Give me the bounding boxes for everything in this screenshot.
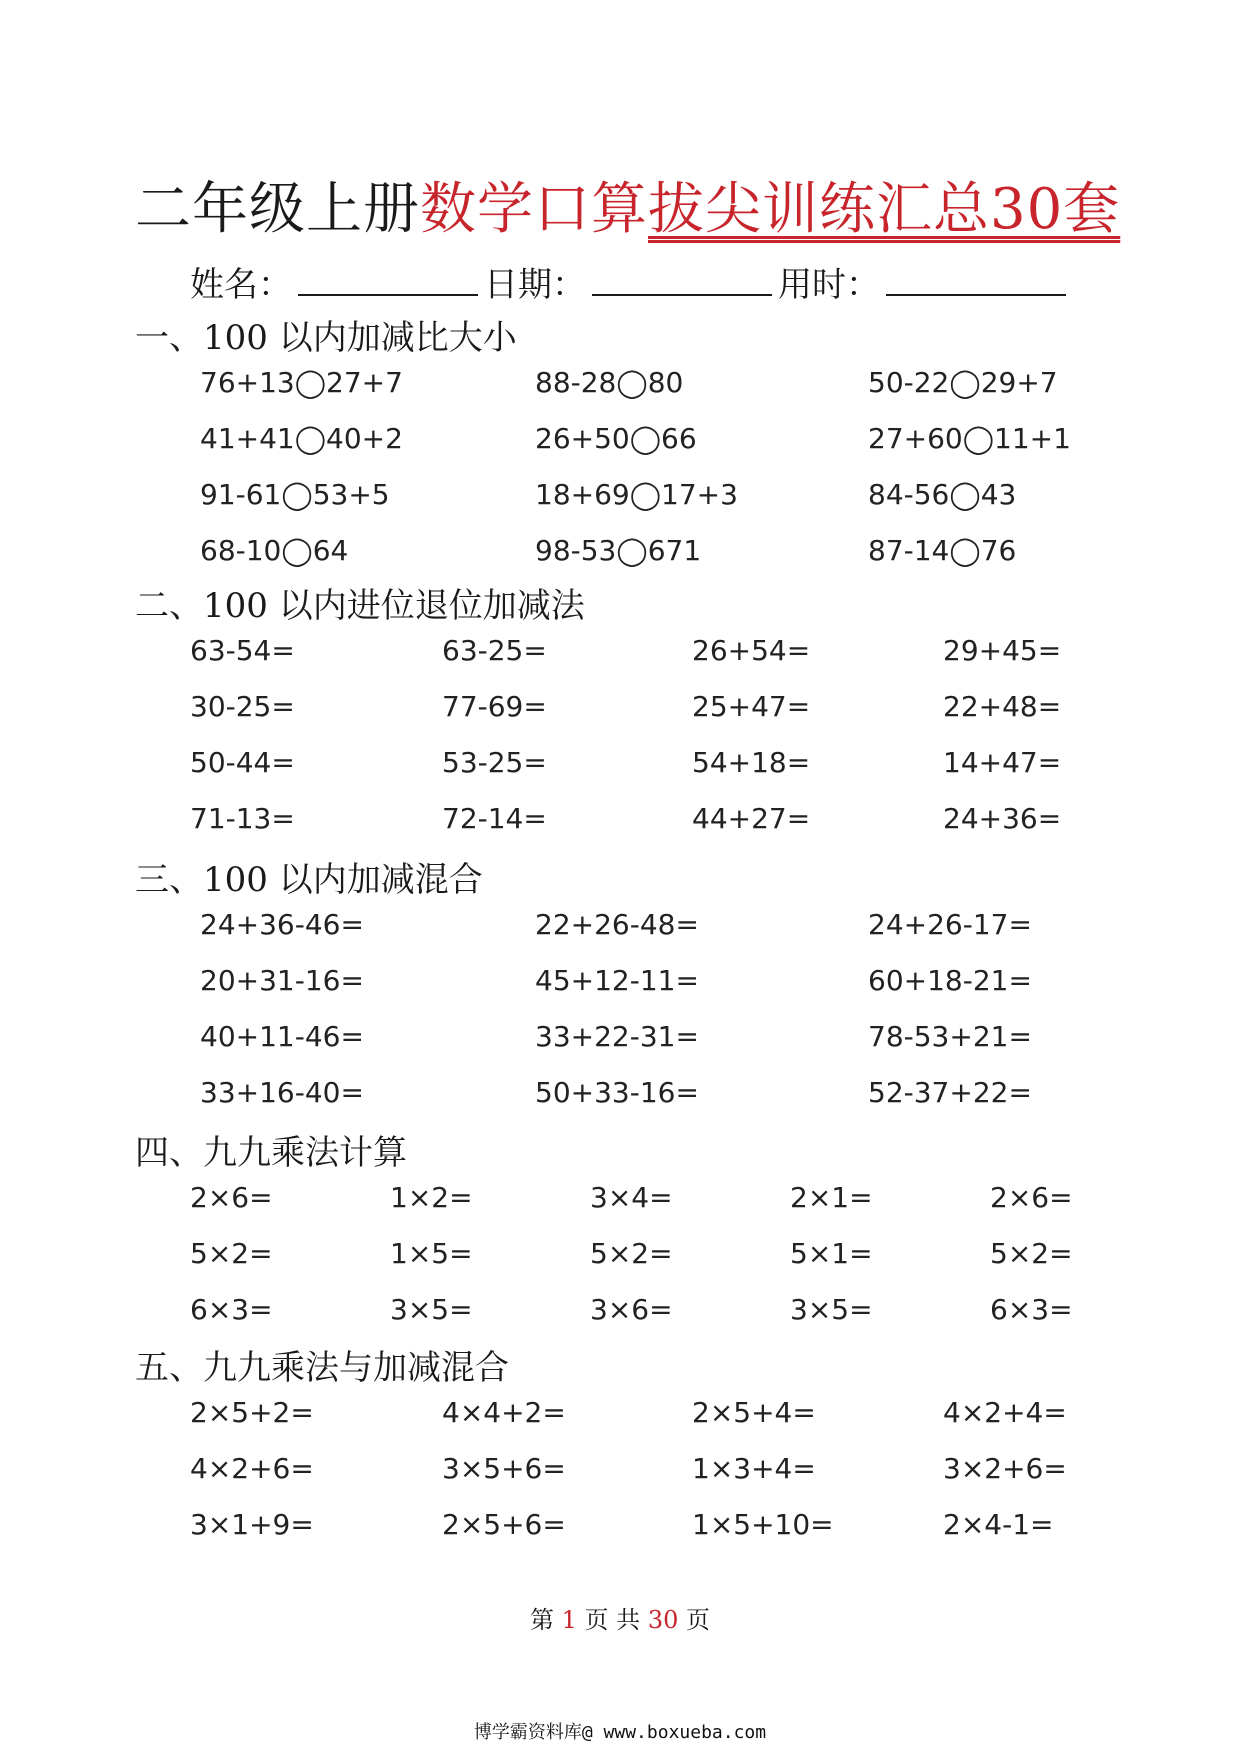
footer-total-pages: 30 — [647, 1606, 679, 1634]
math-problem: 78-53+21= — [868, 1020, 1032, 1053]
math-problem: 2×5+4= — [692, 1396, 816, 1429]
section-heading: 四、九九乘法计算 — [135, 1133, 407, 1173]
math-problem: 1×5+10= — [692, 1508, 834, 1541]
math-problem: 20+31-16= — [200, 964, 364, 997]
math-problem: 3×6= — [590, 1293, 673, 1326]
math-problem: 63-25= — [442, 634, 547, 667]
math-problem: 52-37+22= — [868, 1076, 1032, 1109]
footer-middle: 页 共 — [584, 1606, 641, 1634]
math-problem: 27+60◯11+1 — [868, 422, 1071, 455]
math-problem: 50+33-16= — [535, 1076, 699, 1109]
math-problem: 5×2= — [590, 1237, 673, 1270]
math-problem: 3×4= — [590, 1181, 673, 1214]
name-blank[interactable] — [298, 262, 478, 296]
date-field[interactable] — [484, 257, 778, 306]
time-blank[interactable] — [886, 262, 1066, 296]
section-heading: 一、100 以内加减比大小 — [135, 318, 517, 358]
math-problem: 63-54= — [190, 634, 295, 667]
math-problem: 5×2= — [190, 1237, 273, 1270]
math-problem: 3×5+6= — [442, 1452, 566, 1485]
date-label: 日期： — [484, 265, 586, 305]
math-problem: 3×2+6= — [943, 1452, 1067, 1485]
math-problem: 76+13◯27+7 — [200, 366, 403, 399]
math-problem: 50-22◯29+7 — [868, 366, 1058, 399]
math-problem: 60+18-21= — [868, 964, 1032, 997]
math-problem: 2×5+6= — [442, 1508, 566, 1541]
math-problem: 6×3= — [190, 1293, 273, 1326]
section-heading: 五、九九乘法与加减混合 — [135, 1348, 509, 1388]
time-field[interactable] — [778, 257, 1072, 306]
math-problem: 2×1= — [790, 1181, 873, 1214]
math-problem: 44+27= — [692, 802, 811, 835]
title-grade: 二年级上册 — [135, 177, 420, 242]
math-problem: 68-10◯64 — [200, 534, 349, 567]
math-problem: 2×4-1= — [943, 1508, 1054, 1541]
name-label: 姓名： — [190, 265, 292, 305]
title-subject: 数学口算 — [420, 177, 648, 242]
math-problem: 72-14= — [442, 802, 547, 835]
math-problem: 2×6= — [190, 1181, 273, 1214]
footer-prefix: 第 — [529, 1606, 554, 1634]
math-problem: 50-44= — [190, 746, 295, 779]
math-problem: 4×2+4= — [943, 1396, 1067, 1429]
math-problem: 4×4+2= — [442, 1396, 566, 1429]
math-problem: 3×5= — [790, 1293, 873, 1326]
math-problem: 5×1= — [790, 1237, 873, 1270]
math-problem: 41+41◯40+2 — [200, 422, 403, 455]
math-problem: 22+26-48= — [535, 908, 699, 941]
section-heading: 二、100 以内进位退位加减法 — [135, 586, 585, 626]
math-problem: 2×6= — [990, 1181, 1073, 1214]
math-problem: 2×5+2= — [190, 1396, 314, 1429]
math-problem: 5×2= — [990, 1237, 1073, 1270]
math-problem: 1×3+4= — [692, 1452, 816, 1485]
date-blank[interactable] — [592, 262, 772, 296]
title-collection: 拔尖训练汇总30套 — [648, 177, 1121, 242]
math-problem: 6×3= — [990, 1293, 1073, 1326]
math-problem: 40+11-46= — [200, 1020, 364, 1053]
name-field[interactable] — [190, 257, 484, 306]
math-problem: 91-61◯53+5 — [200, 478, 390, 511]
math-problem: 71-13= — [190, 802, 295, 835]
student-info-line — [190, 257, 1072, 306]
page-footer — [0, 1600, 1240, 1635]
math-problem: 1×2= — [390, 1181, 473, 1214]
watermark: 博学霸资料库@ www.boxueba.com — [473, 1722, 767, 1743]
math-problem: 14+47= — [943, 746, 1062, 779]
math-problem: 24+26-17= — [868, 908, 1032, 941]
section-heading: 三、100 以内加减混合 — [135, 860, 483, 900]
math-problem: 53-25= — [442, 746, 547, 779]
math-problem: 3×1+9= — [190, 1508, 314, 1541]
math-problem: 3×5= — [390, 1293, 473, 1326]
time-label: 用时： — [778, 265, 880, 305]
math-problem: 18+69◯17+3 — [535, 478, 738, 511]
math-problem: 26+50◯66 — [535, 422, 697, 455]
math-problem: 30-25= — [190, 690, 295, 723]
math-problem: 33+16-40= — [200, 1076, 364, 1109]
math-problem: 4×2+6= — [190, 1452, 314, 1485]
math-problem: 26+54= — [692, 634, 811, 667]
math-problem: 1×5= — [390, 1237, 473, 1270]
math-problem: 22+48= — [943, 690, 1062, 723]
footer-page-number: 1 — [561, 1606, 577, 1634]
math-problem: 98-53◯671 — [535, 534, 702, 567]
math-problem: 24+36-46= — [200, 908, 364, 941]
math-problem: 24+36= — [943, 802, 1062, 835]
math-problem: 29+45= — [943, 634, 1062, 667]
math-problem: 33+22-31= — [535, 1020, 699, 1053]
page-title — [135, 175, 1135, 245]
math-problem: 77-69= — [442, 690, 547, 723]
math-problem: 84-56◯43 — [868, 478, 1017, 511]
math-problem: 88-28◯80 — [535, 366, 684, 399]
math-problem: 87-14◯76 — [868, 534, 1017, 567]
math-problem: 45+12-11= — [535, 964, 699, 997]
math-problem: 54+18= — [692, 746, 811, 779]
math-problem: 25+47= — [692, 690, 811, 723]
footer-suffix: 页 — [686, 1606, 711, 1634]
